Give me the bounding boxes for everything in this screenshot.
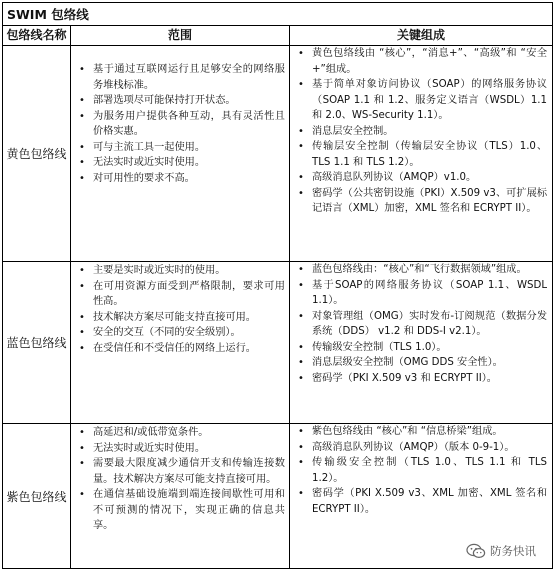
component-item: • 对象管理组（OMG）实时发布-订阅规范（数据分发系统（DDS） v1.2 和 DDS-I v2.1）。 xyxy=(290,309,552,340)
row-name-blue: 蓝色包络线 xyxy=(3,262,71,424)
scope-item: • 无法实时或近实时使用。 xyxy=(71,155,289,171)
scope-item: • 无法实时或近实时使用。 xyxy=(71,441,289,457)
scope-item: • 安全的交互（不同的安全级别）。 xyxy=(71,325,289,341)
component-item: • 高级消息队列协议（AMQP）（版本 0-9-1）。 xyxy=(290,440,552,456)
table-row-yellow xyxy=(3,46,553,262)
row-name-purple: 紫色包络线 xyxy=(3,424,71,569)
component-item: • 密码学（PKI X.509 v3、XML 加密、XML 签名和 ECRYPT II）。 xyxy=(290,486,552,517)
watermark-text: 防务快讯 xyxy=(490,544,536,558)
component-item: • 消息层级安全控制（OMG DDS 安全性）。 xyxy=(290,355,552,371)
scope-item: • 在通信基础设施端到端连接间歇性可用和不可预测的情况下，实现正确的信息共享。 xyxy=(71,487,289,534)
component-item: • 基于简单对象访问协议（SOAP）的网络服务协议（SOAP 1.1 和 1.2、服务定义语言（WSDL）1.1 和 2.0、WS-Security 1.1）。 xyxy=(290,77,552,124)
scope-item: • 在可用资源方面受到严格限制，要求可用性高。 xyxy=(71,279,289,310)
component-item: • 高级消息队列协议（AMQP）v1.0。 xyxy=(290,170,552,186)
scope-item: • 技术解决方案尽可能支持直接可用。 xyxy=(71,310,289,326)
scope-item: • 部署选项尽可能保持打开状态。 xyxy=(71,93,289,109)
scope-item: • 需要最大限度减少通信开支和传输连接数量。技术解决方案尽可能支持直接可用。 xyxy=(71,456,289,487)
component-item: • 传输层安全控制（传输层安全协议（TLS）1.0、TLS 1.1 和 TLS 1.2）。 xyxy=(290,139,552,170)
swim-envelope-table xyxy=(2,2,553,569)
component-item: • 紫色包络线由 “核心”和 “信息桥梁”组成。 xyxy=(290,424,552,440)
components-cell-yellow xyxy=(290,46,553,262)
header-row xyxy=(3,26,553,46)
watermark xyxy=(466,543,536,559)
scope-item: • 基于通过互联网运行且足够安全的网络服务堆栈标准。 xyxy=(71,62,289,93)
component-item: • 密码学（公共密钥设施（PKI）X.509 v3、可扩展标记语言（XML）加密，XML 签名和 ECRYPT II）。 xyxy=(290,186,552,217)
component-item: • 黄色包络线由 “核心”，“消息+”、“高级”和 “安全+”组成。 xyxy=(290,46,552,77)
scope-item: • 在受信任和不受信任的网络上运行。 xyxy=(71,341,289,357)
row-name-yellow: 黄色包络线 xyxy=(3,46,71,262)
component-item: • 密码学（PKI X.509 v3 和 ECRYPT II）。 xyxy=(290,371,552,387)
scope-item: • 高延迟和/或低带宽条件。 xyxy=(71,425,289,441)
components-cell-blue xyxy=(290,262,553,424)
table-title: SWIM 包络线 xyxy=(3,3,553,26)
scope-cell-yellow xyxy=(71,46,290,262)
scope-cell-purple xyxy=(71,424,290,569)
component-item: • 消息层安全控制。 xyxy=(290,124,552,140)
component-item: • 传输级安全控制（TLS 1.0）。 xyxy=(290,340,552,356)
scope-item: • 为服务用户提供各种互动，具有灵活性且价格实惠。 xyxy=(71,109,289,140)
table-row-blue xyxy=(3,262,553,424)
header-scope: 范围 xyxy=(71,26,290,46)
scope-item: • 对可用性的要求不高。 xyxy=(71,171,289,187)
component-item: • 蓝色包络线由：“核心”和“飞行数据领域”组成。 xyxy=(290,262,552,278)
component-item: • 传输级安全控制（TLS 1.0、TLS 1.1 和 TLS 1.2）。 xyxy=(290,455,552,486)
wechat-logo-icon xyxy=(466,543,486,559)
scope-item: • 可与主流工具一起使用。 xyxy=(71,140,289,156)
component-item: • 基于SOAP的网络服务协议（SOAP 1.1、WSDL 1.1）。 xyxy=(290,278,552,309)
scope-item: • 主要是实时或近实时的使用。 xyxy=(71,263,289,279)
header-envelope-name: 包络线名称 xyxy=(3,26,71,46)
header-key-components: 关键组成 xyxy=(290,26,553,46)
scope-cell-blue xyxy=(71,262,290,424)
